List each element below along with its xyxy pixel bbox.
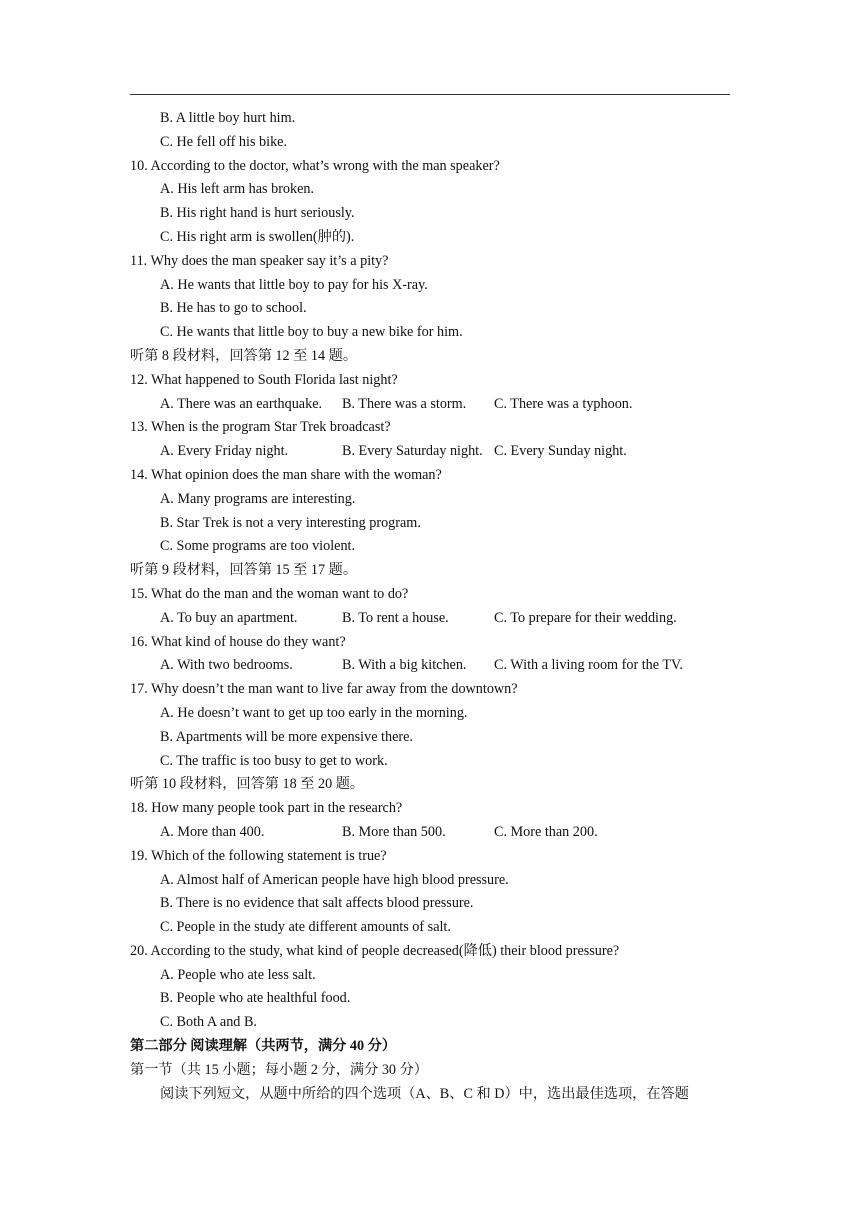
options-q15: [130, 607, 730, 631]
option-b-q13: B. Every Saturday night.: [342, 443, 483, 460]
option-c-q20: C. Both A and B.: [160, 1014, 257, 1031]
option-c-q15: C. To prepare for their wedding.: [494, 609, 677, 626]
section-instruction-9: 听第 9 段材料，回答第 15 至 17 题。: [130, 562, 358, 579]
option-a-q13: A. Every Friday night.: [160, 443, 289, 460]
question-11: 11. Why does the man speaker say it’s a pity?: [130, 252, 389, 269]
option-b-q12: B. There was a storm.: [342, 395, 467, 412]
option-a-q16: A. With two bedrooms.: [160, 657, 293, 674]
option-a-q20: A. People who ate less salt.: [160, 966, 316, 983]
option-a-q17: A. He doesn’t want to get up too early in the morning.: [160, 704, 468, 721]
question-19: 19. Which of the following statement is true?: [130, 847, 387, 864]
option-c-q16: C. With a living room for the TV.: [494, 657, 683, 674]
option-a-q12: A. There was an earthquake.: [160, 395, 323, 412]
option-a-q15: A. To buy an apartment.: [160, 609, 298, 626]
options-q13: [130, 440, 730, 464]
option-c-q19: C. People in the study ate different amounts of salt.: [160, 919, 451, 936]
option-a-q18: A. More than 400.: [160, 823, 265, 840]
option-c-q17: C. The traffic is too busy to get to work.: [160, 752, 388, 769]
question-10: 10. According to the doctor, what’s wrong with the man speaker?: [130, 157, 500, 174]
option-b-q16: B. With a big kitchen.: [342, 657, 467, 674]
option-c-q10: C. His right arm is swollen(肿的).: [160, 228, 355, 245]
part-two-heading: 第二部分 阅读理解（共两节，满分 40 分）: [130, 1038, 397, 1055]
question-12: 12. What happened to South Florida last night?: [130, 371, 398, 388]
options-q16: [130, 654, 730, 678]
question-16: 16. What kind of house do they want?: [130, 633, 346, 650]
option-b-q17: B. Apartments will be more expensive there.: [160, 728, 413, 745]
option-a-q14: A. Many programs are interesting.: [160, 490, 356, 507]
option-b-q11: B. He has to go to school.: [160, 300, 307, 317]
question-14: 14. What opinion does the man share with the woman?: [130, 466, 442, 483]
question-20: 20. According to the study, what kind of people decreased(降低) their blood pressure?: [130, 942, 620, 959]
question-15: 15. What do the man and the woman want to do?: [130, 585, 409, 602]
option-b-q20: B. People who ate healthful food.: [160, 990, 351, 1007]
question-13: 13. When is the program Star Trek broadcast?: [130, 419, 391, 436]
question-18: 18. How many people took part in the research?: [130, 800, 403, 817]
option-a-q10: A. His left arm has broken.: [160, 181, 315, 198]
question-17: 17. Why doesn’t the man want to live far away from the downtown?: [130, 681, 518, 698]
option-c-q11: C. He wants that little boy to buy a new bike for him.: [160, 324, 463, 341]
option-b-q10: B. His right hand is hurt seriously.: [160, 205, 355, 222]
option-b-q18: B. More than 500.: [342, 823, 446, 840]
options-q18: [130, 821, 730, 845]
option-c-q13: C. Every Sunday night.: [494, 443, 627, 460]
option-a-q19: A. Almost half of American people have high blood pressure.: [160, 871, 509, 888]
option-a-q11: A. He wants that little boy to pay for his X-ray.: [160, 276, 428, 293]
option-c-q9: C. He fell off his bike.: [160, 133, 288, 150]
section-instruction-8: 听第 8 段材料，回答第 12 至 14 题。: [130, 347, 358, 364]
option-c-q18: C. More than 200.: [494, 823, 598, 840]
option-b-q15: B. To rent a house.: [342, 609, 449, 626]
reading-instruction: 阅读下列短文，从题中所给的四个选项（A、B、C 和 D）中，选出最佳选项，在答题: [160, 1085, 689, 1102]
section-one-heading: 第一节（共 15 小题；每小题 2 分，满分 30 分）: [130, 1061, 428, 1078]
option-b-q19: B. There is no evidence that salt affects blood pressure.: [160, 895, 474, 912]
option-c-q14: C. Some programs are too violent.: [160, 538, 356, 555]
option-b-q9: B. A little boy hurt him.: [160, 110, 296, 126]
question-list: [130, 107, 730, 1106]
section-instruction-10: 听第 10 段材料，回答第 18 至 20 题。: [130, 776, 365, 793]
header-rule: [130, 94, 730, 95]
option-c-q12: C. There was a typhoon.: [494, 395, 633, 412]
options-q12: [130, 393, 730, 417]
option-b-q14: B. Star Trek is not a very interesting program.: [160, 514, 421, 531]
